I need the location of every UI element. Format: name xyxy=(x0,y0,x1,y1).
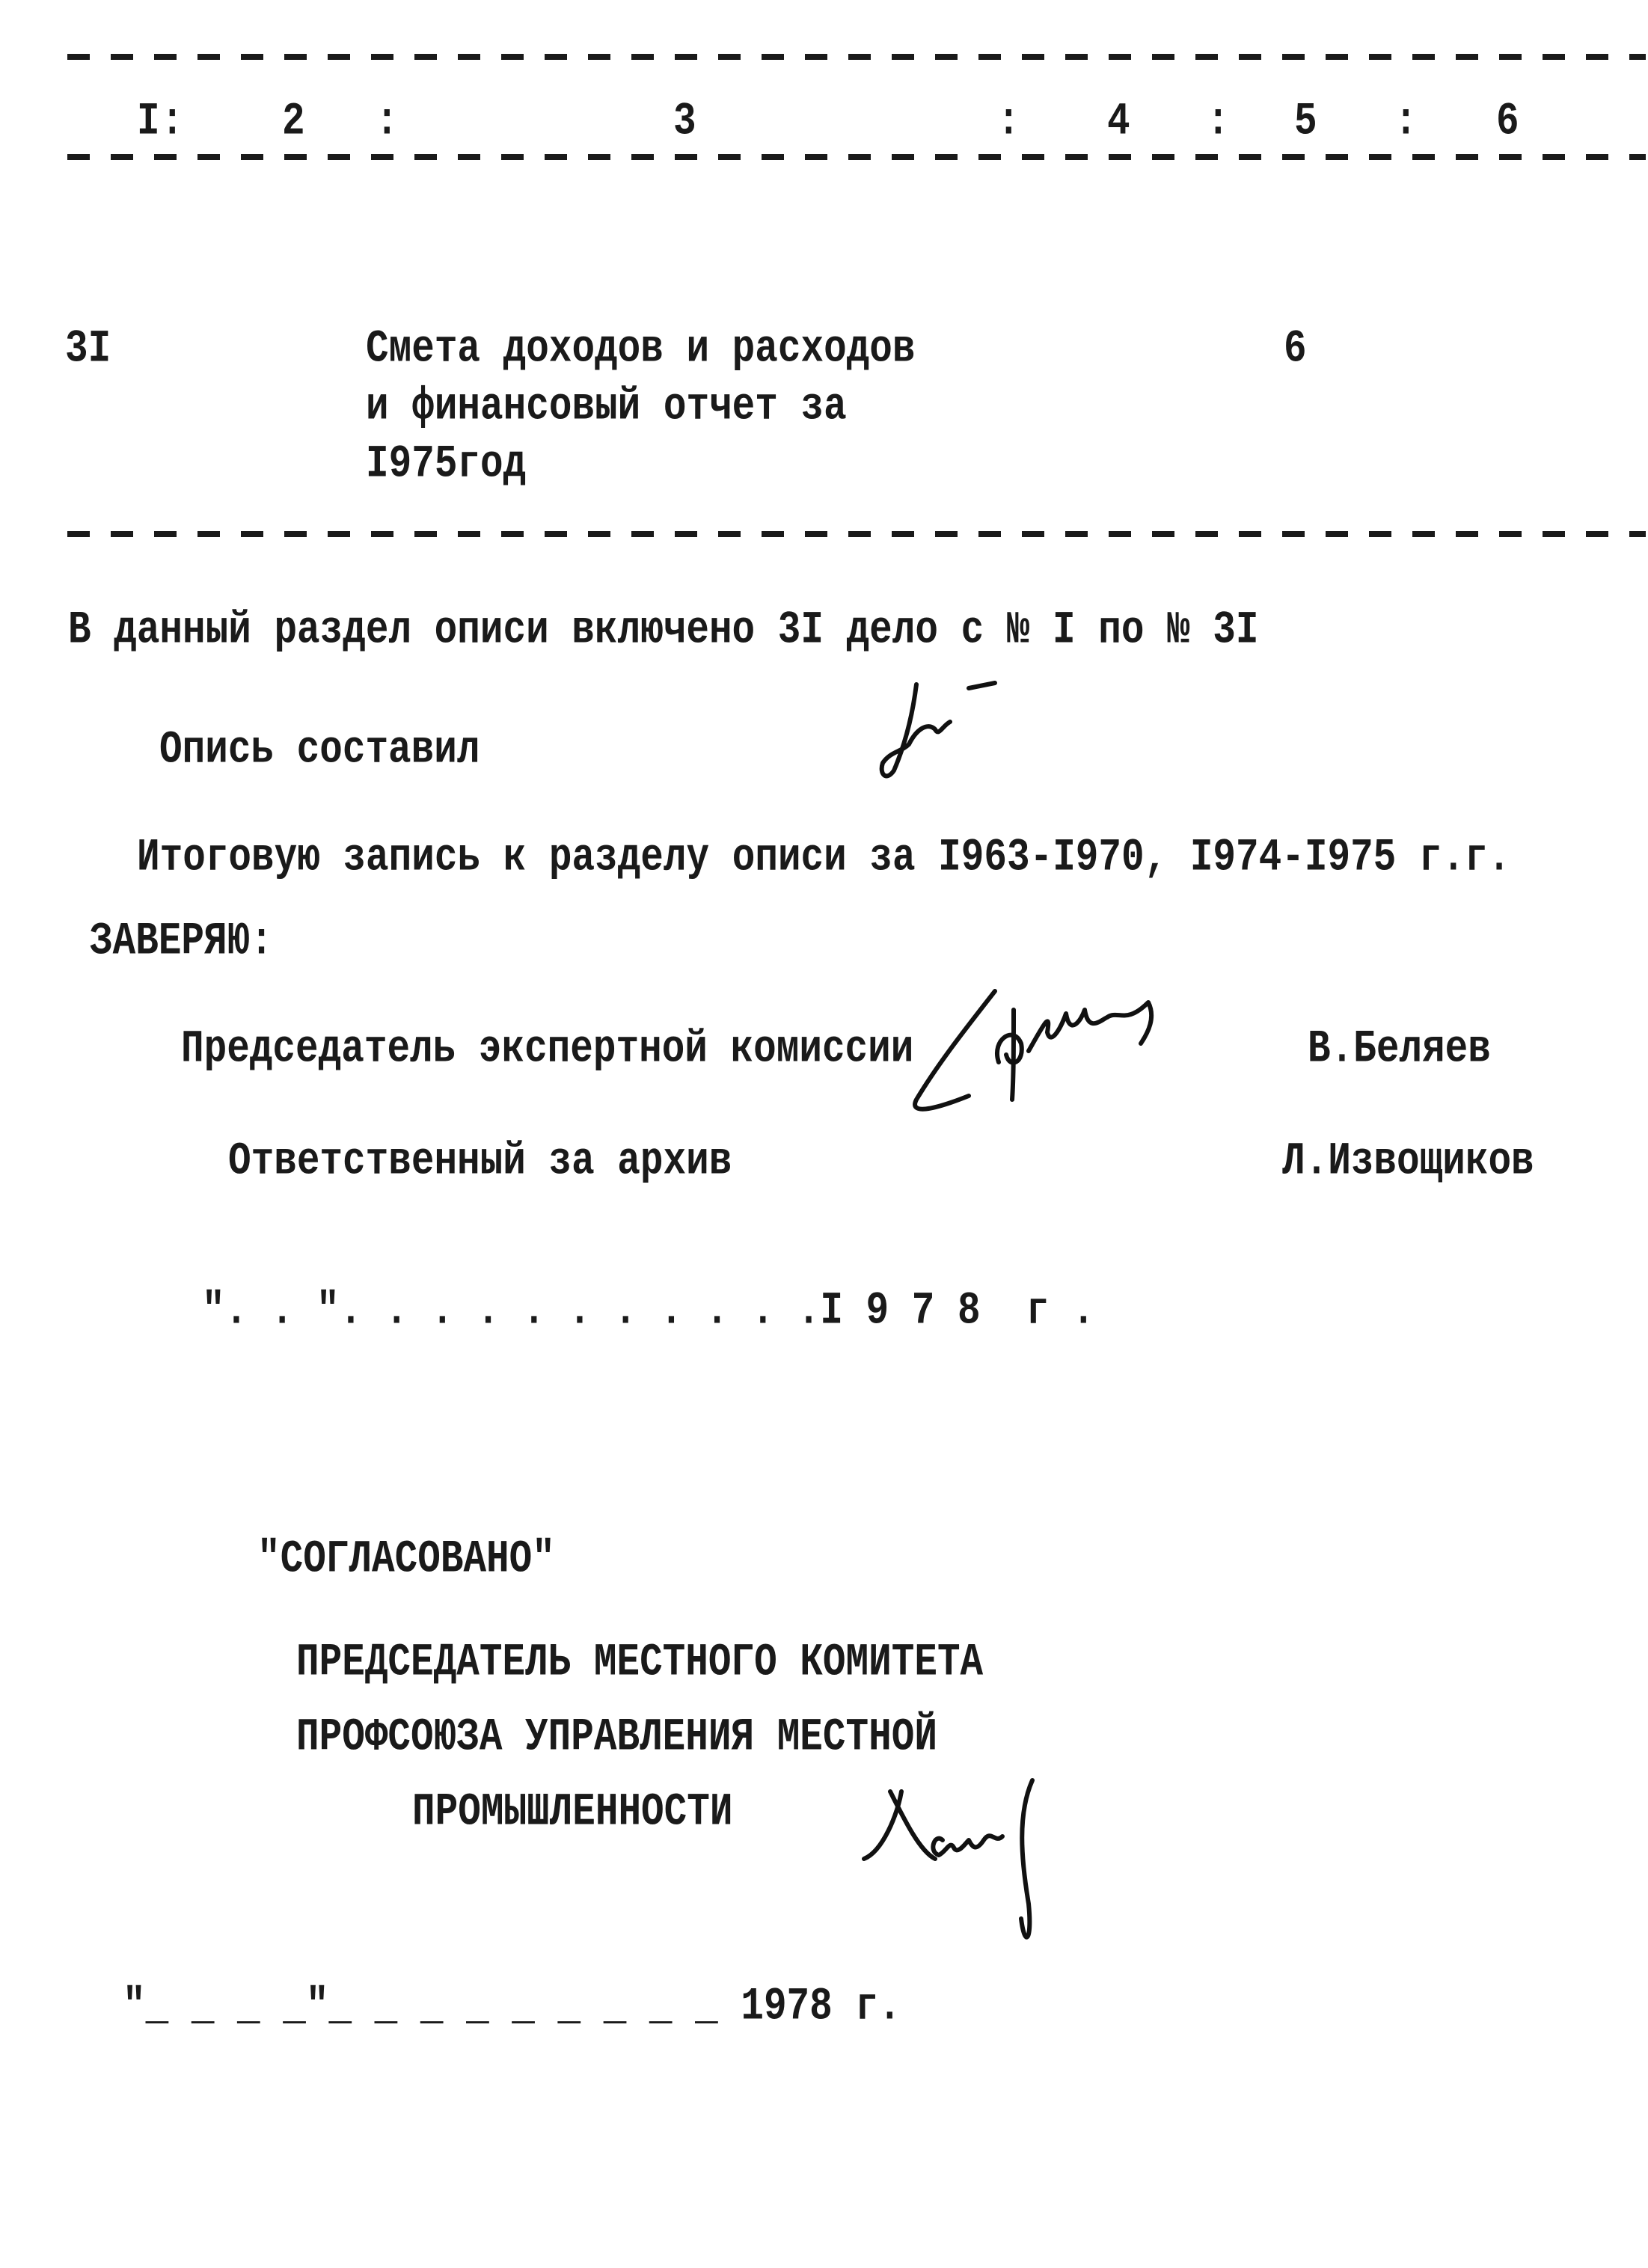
column-separator: : xyxy=(997,96,1020,148)
row-title-line-1: Смета доходов и расходов xyxy=(366,324,916,376)
row-title-line-2: и финансовый отчет за xyxy=(366,381,847,433)
chairman-signature xyxy=(901,980,1223,1122)
column-header-2: 2 xyxy=(282,96,305,148)
column-header-1: I xyxy=(137,96,160,148)
dashed-rule-header xyxy=(67,154,1646,160)
row-title-line-3: I975год xyxy=(366,439,527,491)
committee-signature xyxy=(845,1769,1055,1956)
approval-line-2: ПРОФСОЮЗА УПРАВЛЕНИЯ МЕСТНОЙ xyxy=(296,1712,937,1764)
column-header-5: 5 xyxy=(1294,96,1317,148)
column-header-6: 6 xyxy=(1496,96,1519,148)
approval-line-1: ПРЕДСЕДАТЕЛЬ МЕСТНОГО КОМИТЕТА xyxy=(296,1637,984,1689)
chairman-label: Председатель экспертной комиссии xyxy=(181,1024,914,1076)
dashed-rule-top xyxy=(67,54,1646,60)
column-separator: : xyxy=(1207,96,1230,148)
chairman-name: В.Беляев xyxy=(1308,1024,1491,1076)
compiler-signature xyxy=(872,669,1044,782)
column-separator: : xyxy=(161,96,184,148)
dashed-rule-bottom xyxy=(67,531,1646,537)
column-separator: : xyxy=(1394,96,1418,148)
row-number: 3I xyxy=(65,324,111,376)
summary-text: В данный раздел описи включено 3I дело с № I по № 3I xyxy=(68,605,1259,657)
date-line-1: ". . ". . . . . . . . . . .I 9 7 8 г . xyxy=(202,1286,1095,1337)
column-header-3: 3 xyxy=(673,96,696,148)
certify-label: ЗАВЕРЯЮ: xyxy=(90,916,273,968)
row-count: 6 xyxy=(1284,324,1307,376)
final-entry-text: Итоговую запись к разделу описи за I963-I970, I974-I975 г.г. xyxy=(137,833,1511,884)
date-line-2: "_ _ _ _"_ _ _ _ _ _ _ _ _ 1978 г. xyxy=(123,1982,901,2033)
archivist-label: Ответственный за архив xyxy=(228,1136,732,1188)
compiled-by-label: Опись составил xyxy=(159,725,480,776)
archivist-name: Л.Извощиков xyxy=(1282,1136,1534,1188)
approval-title: "СОГЛАСОВАНО" xyxy=(257,1534,555,1586)
column-header-4: 4 xyxy=(1107,96,1130,148)
approval-line-3: ПРОМЫШЛЕННОСТИ xyxy=(412,1787,733,1839)
column-separator: : xyxy=(376,96,399,148)
